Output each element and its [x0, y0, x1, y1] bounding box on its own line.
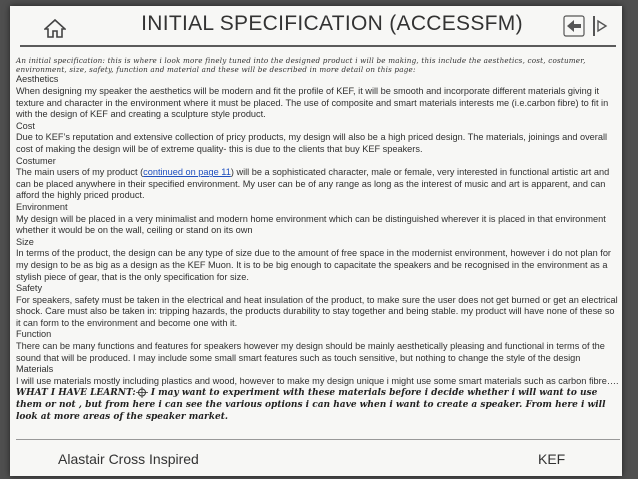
title-divider	[20, 45, 616, 47]
heading-safety: Safety	[16, 283, 43, 294]
text-materials: I will use materials mostly including plastics and wood, however to make my design unique i might use some smart materials such as carbon fibre….	[16, 375, 619, 386]
page-title: INITIAL SPECIFICATION (ACCESSFM)	[141, 12, 523, 35]
costumer-text-b: ) will be a sophisticated character, male or female, very interested in functional artistic art and can be placed anywhere in their specified environment. My user can be of any range as long as the interest of music and art is apparent, and can afford the highly priced product.	[16, 167, 610, 201]
learned-block	[16, 387, 620, 423]
cursor-icon	[136, 387, 148, 398]
home-icon[interactable]	[44, 18, 66, 38]
footer-author: Alastair Cross Inspired	[58, 451, 199, 467]
heading-materials: Materials	[16, 364, 54, 375]
text-environment: My design will be placed in a very minimalist and modern home environment which can be distinguished wherever it is placed in that environment whether it would be on the wall, ceiling or stand on its own	[16, 213, 606, 236]
costumer-text-a: The main users of my product (	[16, 167, 144, 178]
text-aesthetics: When designing my speaker the aesthetics will be modern and fit the profile of KEF, it will be smooth and incorporate different materials giving it texture and character in the environment where it must be placed. The use of composite and smart materials interests me (i.e.carbon fibre) to fit in with the design of KEF and creating a sculpture style product.	[16, 86, 609, 120]
text-costumer	[16, 167, 620, 202]
text-function: There can be many functions and features for speakers however my design should be mainly aesthetically pleasing and functional in terms of the sound that will be produced. I may include some small smart features such as touch sensitive, but nothing to change the style of the design	[16, 341, 605, 363]
learned-text: I may want to experiment with these materials before i decide whether i will want to use them or not , but from here i can see the various options i can have when i want to create a speaker. From here i will look at more areas of the speaker market.	[16, 388, 606, 422]
heading-size: Size	[16, 236, 34, 247]
page-11-link[interactable]: continued on page 11	[143, 167, 231, 178]
heading-function: Function	[16, 329, 52, 340]
heading-costumer: Costumer	[16, 155, 56, 166]
back-arrow-icon[interactable]	[562, 14, 586, 38]
content-body	[16, 56, 620, 423]
heading-environment: Environment	[16, 201, 68, 212]
text-safety: For speakers, safety must be taken in the electrical and heat insulation of the product, to make sure the user does not get burned or get an electrical shock. Care must also be taken in: tripping hazards, the products durability to stay together and being stable. my product will have none of these so it can form to the environment and become one with it.	[16, 294, 618, 328]
heading-aesthetics: Aesthetics	[16, 74, 59, 85]
intro-text: An initial specification: this is where i look more finely tuned into the designed product i will be making, this include the aesthetics, cost, costumer, environment, size, safety, function and material and these will be described in more detail on this page:	[16, 56, 586, 75]
learned-divider	[16, 439, 620, 440]
text-size: In terms of the product, the design can be any type of size due to the amount of free space in the modernist environment, however i do not plan for my design to be as big as a design as the KEF Muon. It is to be big enough to capacitate the speakers and be recognised in the environment as a stylish piece of gear, that is the only specification for size.	[16, 248, 611, 282]
skip-end-icon[interactable]	[589, 14, 613, 38]
footer-brand: KEF	[538, 451, 566, 467]
learned-heading: WHAT I HAVE LEARNT:	[16, 388, 136, 399]
text-cost: Due to KEF’s reputation and extensive collection of pricy products, my design will also be a high priced design. The materials, joinings and overall cost of making the design will be of extreme quality- this is due to the clients that buy KEF speakers.	[16, 132, 608, 154]
heading-cost: Cost	[16, 120, 35, 131]
